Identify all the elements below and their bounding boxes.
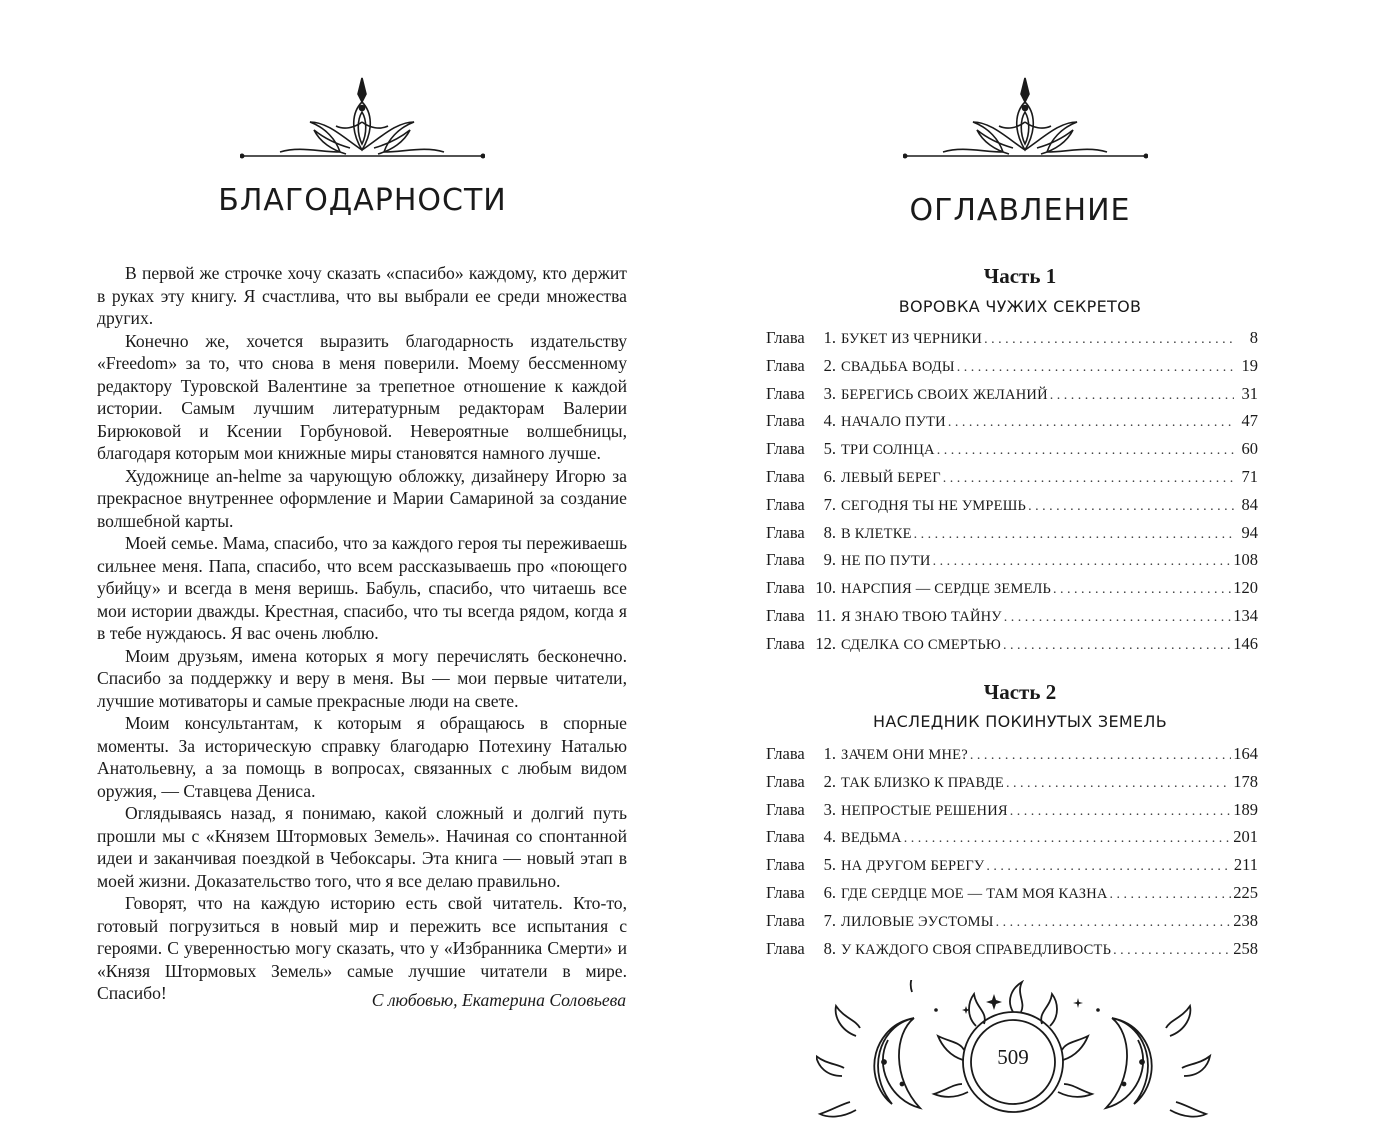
- dot-leader: [986, 859, 1231, 875]
- chapter-word: Глава: [766, 550, 805, 570]
- toc-entry: [766, 827, 1258, 855]
- dot-leader: [957, 360, 1234, 376]
- chapter-title: НЕ ПО ПУТИ: [841, 553, 931, 570]
- chapter-number: 9.: [823, 550, 836, 570]
- ornament-icon: [903, 72, 1148, 164]
- chapter-title: Я ЗНАЮ ТВОЮ ТАЙНУ: [841, 608, 1002, 625]
- chapter-number: 7.: [823, 910, 836, 930]
- toc-entry: [766, 467, 1258, 495]
- chapter-page: 189: [1233, 799, 1258, 819]
- chapter-number: 6.: [823, 882, 836, 902]
- chapter-title: НА ДРУГОМ БЕРЕГУ: [841, 858, 985, 875]
- chapter-page: 178: [1233, 771, 1258, 791]
- dot-leader: [914, 527, 1234, 543]
- toc-list: [766, 744, 1258, 966]
- toc-entry: [766, 744, 1258, 772]
- page-number: 509: [997, 1045, 1029, 1069]
- chapter-number: 6.: [823, 466, 836, 486]
- chapter-word: Глава: [766, 771, 805, 791]
- toc-entry: [766, 939, 1258, 967]
- chapter-number: 12.: [815, 633, 836, 653]
- chapter-number: 1.: [823, 744, 836, 763]
- toc-entry: [766, 578, 1258, 606]
- chapter-number: 8.: [823, 938, 836, 958]
- chapter-title: ТРИ СОЛНЦА: [841, 442, 935, 459]
- part-label: Часть 2: [983, 680, 1057, 704]
- dot-leader: [1113, 943, 1231, 959]
- dot-leader: [1010, 804, 1231, 820]
- chapter-page: 134: [1233, 605, 1258, 625]
- toc-list: [766, 328, 1258, 662]
- paragraph: Оглядываясь назад, я понимаю, какой сложный и долгий путь прошли мы с «Князем Штормовых Земель». Начиная со спонтанной идеи и заканчивая поездкой в Чебоксары. Эта книга — новый этап в моей жизни. Доказательство того, что я все делаю правильно.: [97, 803, 627, 891]
- chapter-word: Глава: [766, 938, 805, 958]
- dot-leader: [948, 415, 1234, 431]
- chapter-number: 1.: [823, 328, 836, 347]
- paragraph: Говорят, что на каждую историю есть свой читатель. Кто-то, готовый погрузиться в новый мир и пережить все испытания с героями. С уверенностью могу сказать, что у «Избранника Смерти» и «Князя Штормовых Земель» самые лучшие читатели в мире. Спасибо!: [97, 893, 627, 1003]
- chapter-title: БУКЕТ ИЗ ЧЕРНИКИ: [841, 331, 983, 347]
- chapter-number: 4.: [823, 411, 836, 431]
- dot-leader: [937, 443, 1234, 459]
- part-label: Часть 1: [983, 264, 1057, 288]
- chapter-number: 3.: [823, 383, 836, 403]
- chapter-page: 94: [1241, 522, 1258, 542]
- toc-entry: [766, 855, 1258, 883]
- paragraph: Моим друзьям, имена которых я могу перечислять бесконечно. Спасибо за поддержку и веру в меня. Вы — мои первые читатели, лучшие мотиваторы и самые прекрасные люди на свете.: [97, 645, 627, 711]
- chapter-number: 3.: [823, 799, 836, 819]
- toc-entry: [766, 800, 1258, 828]
- chapter-page: 60: [1241, 439, 1258, 459]
- toc-entry: [766, 772, 1258, 800]
- sun-moon-ornament-icon: [816, 980, 1276, 1125]
- dot-leader: [984, 332, 1234, 348]
- dot-leader: [904, 831, 1232, 847]
- dot-leader: [970, 748, 1231, 764]
- chapter-page: 84: [1241, 494, 1258, 514]
- chapter-word: Глава: [766, 744, 805, 763]
- chapter-title: ЛЕВЫЙ БЕРЕГ: [841, 469, 941, 486]
- chapter-word: Глава: [766, 578, 805, 598]
- dot-leader: [933, 554, 1232, 570]
- chapter-page: 164: [1233, 744, 1258, 763]
- dot-leader: [1003, 638, 1231, 654]
- chapter-page: 211: [1233, 855, 1258, 875]
- acknowledgements-text: [97, 262, 627, 1005]
- chapter-page: 31: [1241, 383, 1258, 403]
- chapter-word: Глава: [766, 799, 805, 819]
- chapter-page: 225: [1233, 882, 1258, 902]
- chapter-number: 4.: [823, 827, 836, 847]
- paragraph: Моим консультантам, к которым я обращаюсь в спорные моменты. За историческую справку благодарю Потехину Наталью Анатольевну, а за помощь в вопросах, связанных с любым видом оружия, — Ставцева Дениса.: [97, 713, 627, 801]
- chapter-word: Глава: [766, 605, 805, 625]
- chapter-word: Глава: [766, 328, 805, 347]
- table-of-contents-page: [700, 0, 1392, 1125]
- chapter-title: ТАК БЛИЗКО К ПРАВДЕ: [841, 774, 1004, 791]
- chapter-title: СВАДЬБА ВОДЫ: [841, 358, 955, 375]
- dot-leader: [1028, 499, 1234, 515]
- chapter-word: Глава: [766, 827, 805, 847]
- chapter-page: 258: [1233, 938, 1258, 958]
- chapter-word: Глава: [766, 910, 805, 930]
- dot-leader: [1050, 388, 1234, 404]
- chapter-page: 19: [1241, 355, 1258, 375]
- chapter-title: ВЕДЬМА: [841, 830, 902, 847]
- toc-entry: [766, 550, 1258, 578]
- chapter-word: Глава: [766, 855, 805, 875]
- chapter-number: 2.: [823, 771, 836, 791]
- chapter-title: ЗАЧЕМ ОНИ МНЕ?: [841, 747, 968, 763]
- toc-entry: [766, 634, 1258, 662]
- chapter-page: 146: [1233, 633, 1258, 653]
- toc-entry: [766, 328, 1258, 356]
- chapter-word: Глава: [766, 383, 805, 403]
- toc-entry: [766, 911, 1258, 939]
- chapter-title: СЕГОДНЯ ТЫ НЕ УМРЕШЬ: [841, 497, 1027, 514]
- dot-leader: [943, 471, 1234, 487]
- toc-entry: [766, 384, 1258, 412]
- ornament-icon: [240, 72, 485, 164]
- chapter-number: 11.: [815, 605, 836, 625]
- page-title: ОГЛАВЛЕНИЕ: [909, 193, 1131, 228]
- chapter-number: 5.: [823, 855, 836, 875]
- paragraph: Моей семье. Мама, спасибо, что за каждого героя ты переживаешь сильнее меня. Папа, спасибо, что всем рассказываешь про «поющего убийцу» и всегда в меня веришь. Бабуль, спасибо, что читаешь все мои истории дважды. Крестная, спасибо, что ты всегда рядом, когда я в тебе нуждаюсь. Я вас очень люблю.: [97, 533, 627, 643]
- author-signature: С любовью, Екатерина Соловьева: [371, 990, 626, 1010]
- page-title: БЛАГОДАРНОСТИ: [218, 183, 507, 218]
- dot-leader: [1006, 776, 1231, 792]
- chapter-word: Глава: [766, 882, 805, 902]
- part-subtitle: ВОРОВКА ЧУЖИХ СЕКРЕТОВ: [898, 297, 1142, 316]
- chapter-page: 8: [1249, 328, 1258, 347]
- toc-entry: [766, 883, 1258, 911]
- toc-entry: [766, 606, 1258, 634]
- dot-leader: [1110, 887, 1232, 903]
- toc-entry: [766, 411, 1258, 439]
- chapter-number: 7.: [823, 494, 836, 514]
- chapter-number: 8.: [823, 522, 836, 542]
- chapter-title: У КАЖДОГО СВОЯ СПРАВЕДЛИВОСТЬ: [841, 941, 1112, 958]
- dot-leader: [1004, 610, 1231, 626]
- dot-leader: [1053, 582, 1231, 598]
- chapter-word: Глава: [766, 633, 805, 653]
- chapter-word: Глава: [766, 522, 805, 542]
- chapter-number: 10.: [815, 578, 836, 598]
- chapter-word: Глава: [766, 355, 805, 375]
- chapter-title: НАРСПИЯ — СЕРДЦЕ ЗЕМЕЛЬ: [841, 581, 1052, 598]
- part-subtitle: НАСЛЕДНИК ПОКИНУТЫХ ЗЕМЕЛЬ: [873, 712, 1167, 731]
- chapter-number: 2.: [823, 355, 836, 375]
- toc-entry: [766, 495, 1258, 523]
- chapter-page: 201: [1233, 827, 1258, 847]
- chapter-page: 47: [1241, 411, 1258, 431]
- chapter-word: Глава: [766, 439, 805, 459]
- dot-leader: [996, 915, 1232, 931]
- chapter-title: ГДЕ СЕРДЦЕ МОЕ — ТАМ МОЯ КАЗНА: [841, 885, 1108, 902]
- chapter-page: 120: [1233, 578, 1258, 598]
- chapter-page: 108: [1233, 550, 1258, 570]
- toc-entry: [766, 356, 1258, 384]
- chapter-word: Глава: [766, 411, 805, 431]
- toc-entry: [766, 439, 1258, 467]
- chapter-title: ЛИЛОВЫЕ ЭУСТОМЫ: [841, 913, 994, 930]
- chapter-word: Глава: [766, 494, 805, 514]
- chapter-title: НАЧАЛО ПУТИ: [841, 414, 946, 431]
- paragraph: В первой же строчке хочу сказать «спасибо» каждому, кто держит в руках эту книгу. Я счастлива, что вы выбрали ее среди множества других.: [97, 263, 627, 328]
- chapter-page: 71: [1241, 466, 1258, 486]
- chapter-number: 5.: [823, 439, 836, 459]
- chapter-page: 238: [1233, 910, 1258, 930]
- toc-entry: [766, 523, 1258, 551]
- chapter-title: В КЛЕТКЕ: [841, 525, 912, 542]
- paragraph: Художнице an-helme за чарующую обложку, дизайнеру Игорю за прекрасное внутреннее оформление и Марии Самариной за создание волшебной карты.: [97, 465, 627, 531]
- chapter-title: СДЕЛКА СО СМЕРТЬЮ: [841, 636, 1002, 653]
- paragraph: Конечно же, хочется выразить благодарность издательству «Freedom» за то, что снова в меня поверили. Моему бессменному редактору Туровской Валентине за трепетное отношение к каждой истории. Самым лучшим литературным редакторам Валерии Бирюковой и Ксении Горбуновой. Невероятные волшебницы, благодаря которым мои книжные миры становятся намного лучше.: [97, 330, 627, 463]
- chapter-title: НЕПРОСТЫЕ РЕШЕНИЯ: [841, 802, 1008, 819]
- chapter-word: Глава: [766, 466, 805, 486]
- chapter-title: БЕРЕГИСЬ СВОИХ ЖЕЛАНИЙ: [841, 386, 1048, 403]
